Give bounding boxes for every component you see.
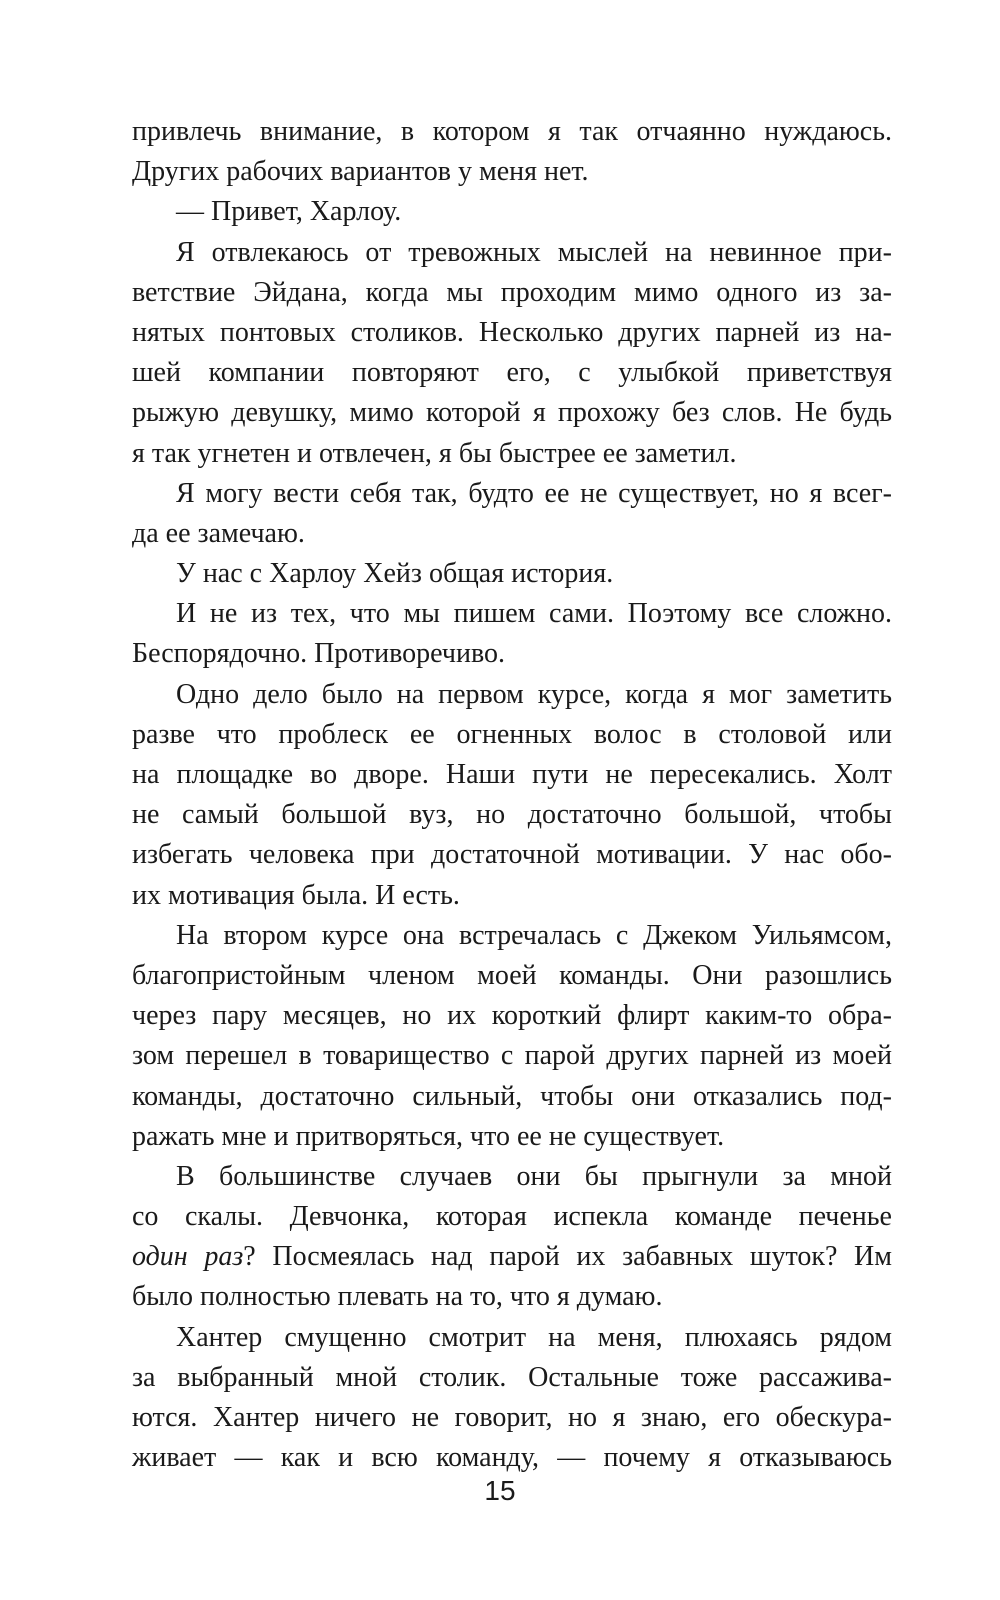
body-text (132, 112, 892, 1478)
line-text: ? Посмеялась над парой их забавных шуток? Им (243, 1241, 892, 1273)
text-line: Беспорядочно. Противоречиво. (132, 638, 506, 670)
italic-phrase: один раз (132, 1241, 244, 1273)
text-line: — Привет, Харлоу. (176, 196, 402, 228)
text-line: У нас с Харлоу Хейз общая история. (176, 558, 614, 590)
text-line: избегать человека при достаточной мотивации. У нас обо- (132, 839, 892, 871)
text-line: разве что проблеск ее огненных волос в столовой или (132, 718, 892, 750)
text-line: команды, достаточно сильный, чтобы они отказались под- (132, 1080, 892, 1112)
text-line: зом перешел в товарищество с парой других парней из моей (132, 1040, 892, 1072)
text-line: за выбранный мной столик. Остальные тоже рассажива- (132, 1361, 892, 1393)
text-line: их мотивация была. И есть. (132, 879, 460, 911)
text-line: привлечь внимание, в котором я так отчаянно нуждаюсь. (132, 116, 892, 147)
text-line: Других рабочих вариантов у меня нет. (132, 156, 589, 188)
text-line: И не из тех, что мы пишем сами. Поэтому все сложно. (176, 598, 892, 630)
text-line: да ее замечаю. (132, 517, 305, 549)
text-line: рыжую девушку, мимо которой я прохожу без слов. Не будь (132, 397, 892, 429)
text-line: нятых понтовых столиков. Несколько других парней из на- (132, 316, 892, 348)
text-line: на площадке во дворе. Наши пути не пересекались. Холт (132, 759, 892, 790)
text-line: ражать мне и притворяться, что ее не существует. (132, 1120, 725, 1152)
text-line: живает — как и всю команду, — почему я отказываюсь (132, 1442, 892, 1474)
text-line: было полностью плевать на то, что я думаю. (132, 1281, 663, 1313)
text-line: со скалы. Девчонка, которая испекла команде печенье (132, 1201, 892, 1233)
text-line (132, 1237, 892, 1277)
text-line: ются. Хантер ничего не говорит, но я знаю, его обескура- (132, 1402, 892, 1433)
text-line: Я могу вести себя так, будто ее не существует, но я всег- (176, 477, 892, 509)
text-line: шей компании повторяют его, с улыбкой приветствуя (132, 357, 892, 389)
text-line: ветствие Эйдана, когда мы проходим мимо одного из за- (132, 276, 892, 308)
text-line: благопристойным членом моей команды. Они разошлись (132, 959, 892, 991)
text-line: не самый большой вуз, но достаточно большой, чтобы (132, 799, 892, 831)
text-line: через пару месяцев, но их короткий флирт каким-то обра- (132, 1000, 892, 1032)
page-number: 15 (484, 1475, 516, 1506)
text-line: я так угнетен и отвлечен, я бы быстрее ее заметил. (132, 437, 737, 469)
text-line: В большинстве случаев они бы прыгнули за мной (176, 1160, 892, 1192)
text-line: Одно дело было на первом курсе, когда я мог заметить (176, 678, 892, 710)
text-line: На втором курсе она встречалась с Джеком Уильямсом, (176, 919, 892, 951)
text-line: Я отвлекаюсь от тревожных мыслей на невинное при- (176, 236, 892, 268)
text-line: Хантер смущенно смотрит на меня, плюхаясь рядом (176, 1321, 892, 1353)
